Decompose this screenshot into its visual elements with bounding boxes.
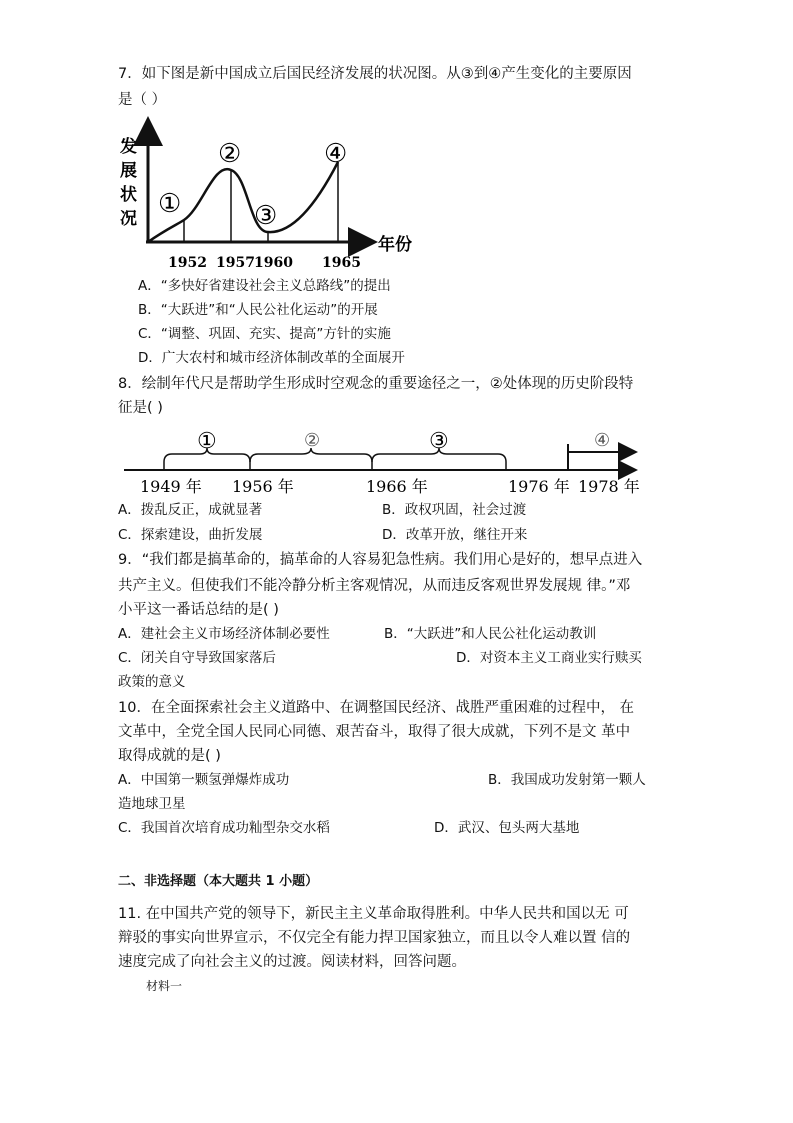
point-label-2: ② [218, 139, 242, 169]
year-1956: 1956 年 [232, 477, 294, 496]
q11-stem-line3: 速度完成了向社会主义的过渡。阅读材料，回答问题。 [118, 954, 466, 970]
chart-ylabel-2: 展 [120, 161, 137, 181]
q8-stem-line2: 征是( ) [118, 400, 163, 416]
q9-option-a[interactable]: A．建社会主义市场经济体制必要性 [118, 626, 330, 642]
year-1949: 1949 年 [140, 477, 202, 496]
q10-option-c[interactable]: C．我国首次培育成功籼型杂交水稻 [118, 820, 330, 836]
q9-option-c[interactable]: C．闭关自守导致国家落后 [118, 650, 276, 666]
point-label-3: ③ [254, 201, 278, 231]
q7-development-chart [110, 112, 430, 272]
q9-option-b[interactable]: B．“大跃进”和人民公社化运动教训 [384, 626, 597, 642]
q9-stem-line1: 9．“我们都是搞革命的，搞革命的人容易犯急性病。我们用心是好的，想早点进入 [118, 552, 643, 568]
q8-option-d[interactable]: D．改革开放，继往开来 [382, 527, 528, 543]
q11-material-label: 材料一 [146, 979, 183, 993]
q10-option-a[interactable]: A．中国第一颗氢弹爆炸成功 [118, 772, 290, 788]
q7-option-a[interactable]: A．“多快好省建设社会主义总路线”的提出 [138, 278, 391, 294]
q10-stem-line1: 10．在全面探索社会主义道路中、在调整国民经济、战胜严重困难的过程中， 在 [118, 700, 635, 716]
period-label-4: ④ [594, 430, 611, 451]
q8-option-b[interactable]: B．政权巩固，社会过渡 [382, 502, 527, 518]
tick-label-1965: 1965 [322, 255, 361, 271]
point-label-4: ④ [324, 139, 348, 169]
year-1978: 1978 年 [578, 477, 640, 496]
q10-option-b[interactable]: B．我国成功发射第一颗人 [488, 772, 646, 788]
q10-stem-line3: 取得成就的是( ) [118, 748, 221, 764]
q7-option-d[interactable]: D．广大农村和城市经济体制改革的全面展开 [138, 350, 405, 366]
q9-option-d[interactable]: D．对资本主义工商业实行赎买 [456, 650, 642, 666]
q7-stem-line1: 7．如下图是新中国成立后国民经济发展的状况图。从③到④产生变化的主要原因 [118, 66, 632, 82]
tick-label-1960: 1960 [254, 255, 293, 271]
point-label-1: ① [158, 189, 182, 219]
q9-option-d-cont: 政策的意义 [118, 674, 186, 690]
period-label-1: ① [197, 429, 217, 454]
q11-stem-line2: 辩驳的事实向世界宣示，不仅完全有能力捍卫国家独立，而且以令人难以置 信的 [118, 930, 631, 946]
q10-option-d[interactable]: D．武汉、包头两大基地 [434, 820, 580, 836]
q10-option-b-cont: 造地球卫星 [118, 796, 186, 812]
q9-stem-line3: 小平这一番话总结的是( ) [118, 602, 279, 618]
q9-stem-line2: 共产主义。但使我们不能冷静分析主客观情况，从而违反客观世界发展规 律。”邓 [118, 578, 631, 594]
q10-stem-line2: 文革中，全党全国人民同心同德、艰苦奋斗，取得了很大成就，下列不是文 革中 [118, 724, 631, 740]
q8-stem-line1: 8．绘制年代尺是帮助学生形成时空观念的重要途径之一，②处体现的历史阶段特 [118, 376, 634, 392]
year-1976: 1976 年 [508, 477, 570, 496]
q7-option-c[interactable]: C．“调整、巩固、充实、提高”方针的实施 [138, 326, 391, 342]
chart-ylabel-3: 状 [120, 185, 137, 205]
chart-ylabel-4: 况 [120, 209, 137, 229]
q7-stem-line2: 是（ ） [118, 92, 167, 108]
q7-option-b[interactable]: B．“大跃进”和“人民公社化运动”的开展 [138, 302, 378, 318]
q11-stem-line1: 11. 在中国共产党的领导下，新民主主义革命取得胜利。中华人民共和国以无 可 [118, 906, 629, 922]
tick-label-1957: 1957 [216, 255, 255, 271]
q8-timeline [120, 424, 650, 498]
tick-label-1952: 1952 [168, 255, 207, 271]
section2-title: 二、非选择题（本大题共 1 小题） [118, 874, 319, 889]
q8-option-c[interactable]: C．探索建设，曲折发展 [118, 527, 263, 543]
period-label-3: ③ [429, 429, 449, 454]
year-1966: 1966 年 [366, 477, 428, 496]
q8-option-a[interactable]: A．拨乱反正，成就显著 [118, 502, 263, 518]
chart-xlabel: 年份 [378, 235, 412, 255]
chart-ylabel-1: 发 [120, 137, 137, 157]
period-label-2: ② [304, 430, 321, 451]
